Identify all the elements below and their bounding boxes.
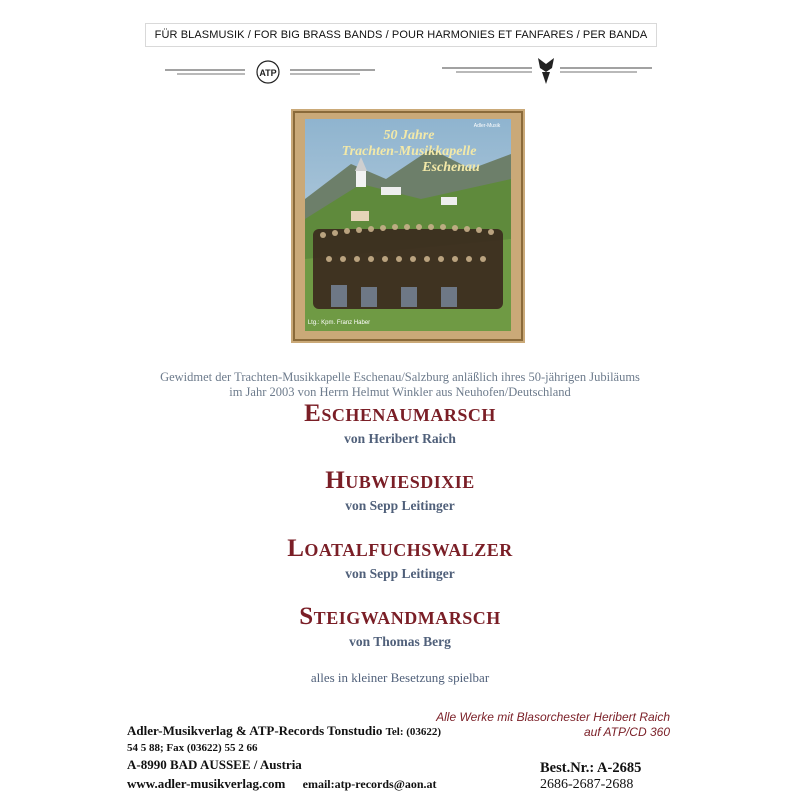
adler-logo-divider [442, 54, 652, 88]
adler-eagle-icon [538, 58, 554, 84]
publisher-name: Adler-Musikverlag & ATP-Records Tonstudio [127, 723, 383, 738]
dedication [120, 370, 680, 400]
cover-heading-1: 50 Jahre [383, 128, 435, 143]
publisher-email-link[interactable]: email:atp-records@aon.at [302, 777, 437, 791]
genre-banner-text: FÜR BLASMUSIK / FOR BIG BRASS BANDS / POUR HARMONIES ET FANFARES / PER BANDA [154, 29, 648, 41]
atp-logo-divider [165, 60, 375, 86]
work-composer: von Heribert Raich [344, 431, 456, 446]
cover-caption: Ltg.: Kpm. Franz Haber [307, 320, 371, 326]
order-codes: 2686-2687-2688 [540, 777, 634, 792]
publisher-info [127, 723, 441, 792]
cover-corner-text: Adler-Musik [473, 123, 501, 129]
work-composer: von Sepp Leitinger [345, 498, 455, 513]
cd-cover-image [291, 109, 525, 343]
work-composer: von Sepp Leitinger [345, 566, 455, 581]
work-composer: von Thomas Berg [349, 634, 451, 649]
ensemble-note: alles in kleiner Besetzung spielbar [310, 670, 490, 685]
order-number-block [540, 760, 641, 793]
order-number: Best.Nr.: A-2685 [540, 760, 642, 776]
recording-line-1: Alle Werke mit Blasorchester Heribert Raich [436, 710, 670, 724]
work-title: Hubwiesdixie [325, 467, 475, 494]
recording-line-2: auf ATP/CD 360 [583, 725, 670, 739]
atp-logo-text: ATP [259, 68, 277, 78]
cover-heading-2: Trachten-Musikkapelle [341, 144, 477, 159]
cover-heading-3: Eschenau [422, 160, 480, 175]
publisher-tel: Tel: (03622) [385, 726, 442, 738]
work-title: Steigwandmarsch [299, 603, 501, 630]
publisher-address: A-8990 BAD AUSSEE / Austria [127, 757, 302, 772]
publisher-web-link[interactable]: www.adler-musikverlag.com [127, 776, 286, 791]
dedication-line-1: Gewidmet der Trachten-Musikkapelle Eschenau/Salzburg anläßlich ihres 50-jährigen Jubiläums [160, 370, 640, 384]
work-title: Eschenaumarsch [304, 400, 496, 427]
genre-banner [145, 23, 657, 47]
work-title: Loatalfuchswalzer [287, 535, 513, 562]
recording-info [436, 710, 670, 740]
publisher-phone-fax: 54 5 88; Fax (03622) 55 2 66 [127, 742, 258, 754]
dedication-line-2: im Jahr 2003 von Herrn Helmut Winkler aus Neuhofen/Deutschland [229, 385, 571, 399]
